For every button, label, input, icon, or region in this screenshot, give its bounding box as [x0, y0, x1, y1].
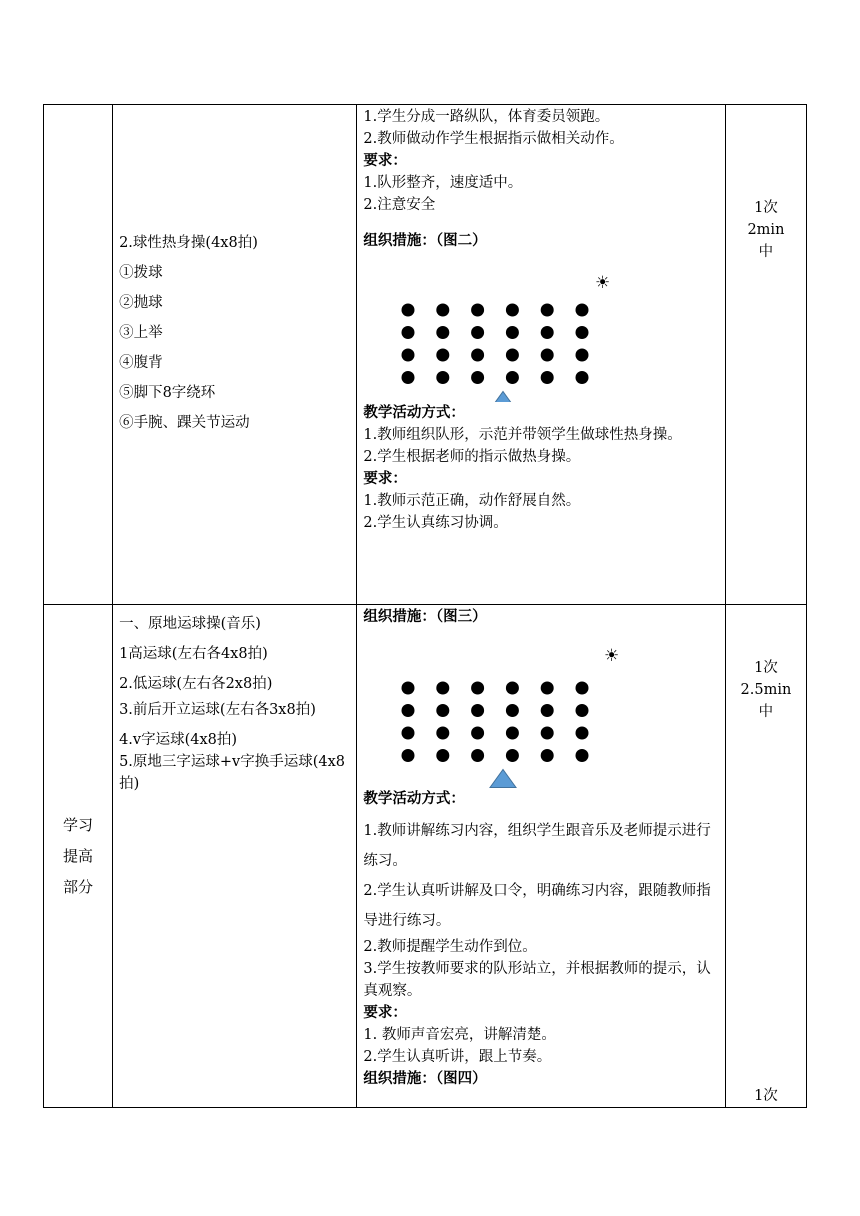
list-item: 4.v字运球(4x8拍): [119, 732, 238, 748]
student-dot: [402, 304, 415, 317]
list-item: 5.原地三字运球+v字换手运球(4x8拍): [119, 754, 346, 792]
formation-diagram: [363, 628, 718, 788]
sun-icon: ☀: [604, 646, 620, 666]
student-dot: [506, 749, 519, 762]
text-line: 1. 教师声音宏亮，讲解清楚。: [363, 1027, 556, 1043]
student-dot: [541, 682, 554, 695]
time-label: 2min: [747, 222, 785, 238]
student-dot: [541, 704, 554, 717]
list-item: ③上举: [119, 325, 163, 341]
content-cell: [113, 105, 357, 605]
student-dot: [471, 727, 484, 740]
list-item: ①拨球: [119, 265, 163, 281]
text-line: 2.教师做动作学生根据指示做相关动作。: [363, 131, 624, 147]
table-row: [44, 105, 807, 605]
student-dot: [506, 371, 519, 384]
count-label: 1次: [754, 200, 778, 216]
student-dot: [437, 349, 450, 362]
method-cell: [357, 105, 725, 605]
formation-diagram: [363, 252, 718, 402]
section-label-line: 学习: [63, 815, 94, 834]
teacher-triangle-icon: [490, 392, 516, 403]
student-dot: [402, 371, 415, 384]
count-label: 1次: [754, 1088, 778, 1104]
student-dot: [402, 727, 415, 740]
list-item: 1高运球(左右各4x8拍): [119, 646, 268, 662]
section-cell: [44, 105, 113, 605]
student-dot: [541, 326, 554, 339]
section-cell: [44, 605, 113, 1108]
sun-icon: ☀: [595, 273, 611, 293]
requirement-label: 要求：: [363, 1004, 407, 1021]
method-cell: [357, 605, 725, 1108]
text-line: 2.教师提醒学生动作到位。: [363, 939, 537, 955]
org-label: 组织措施：（图二）: [363, 232, 487, 249]
student-dot: [506, 682, 519, 695]
text-line: 2.学生根据老师的指示做热身操。: [363, 449, 581, 465]
student-dot: [506, 304, 519, 317]
student-dot: [576, 326, 589, 339]
org-label: 组织措施：（图三）: [363, 608, 487, 625]
student-dot: [437, 371, 450, 384]
text-line: 1.学生分成一路纵队，体育委员领跑。: [363, 109, 610, 125]
student-dot: [402, 704, 415, 717]
list-item: 3.前后开立运球(左右各3x8拍): [119, 702, 316, 718]
section-label-line: 部分: [63, 877, 94, 896]
student-dot: [541, 304, 554, 317]
list-item: ②抛球: [119, 295, 163, 311]
student-dot: [437, 326, 450, 339]
student-dot: [437, 749, 450, 762]
count-label: 1次: [754, 660, 778, 676]
formation-figure: [363, 628, 719, 788]
student-dot: [402, 682, 415, 695]
warmup-heading: 2.球性热身操(4x8拍): [119, 235, 258, 251]
student-dot: [506, 704, 519, 717]
intensity-label: 中: [758, 704, 774, 720]
text-line: 1.教师组织队形，示范并带领学生做球性热身操。: [363, 427, 682, 443]
student-dot: [471, 704, 484, 717]
student-dot: [506, 326, 519, 339]
section-label-line: 提高: [63, 846, 94, 865]
teacher-triangle-icon: [490, 770, 516, 788]
student-dot: [541, 749, 554, 762]
text-line: 1.教师讲解练习内容，组织学生跟音乐及老师提示进行练习。: [363, 823, 711, 869]
student-dot: [541, 371, 554, 384]
org-label: 组织措施：（图四）: [363, 1070, 487, 1087]
student-dot: [437, 304, 450, 317]
student-dot: [576, 304, 589, 317]
requirement-label: 要求：: [363, 470, 407, 487]
student-dot: [576, 704, 589, 717]
list-item: ④腹背: [119, 355, 163, 371]
student-dot: [471, 682, 484, 695]
student-dot: [576, 349, 589, 362]
student-dot: [471, 304, 484, 317]
text-line: 2.注意安全: [363, 197, 436, 213]
student-dot: [471, 749, 484, 762]
table-row: [44, 605, 807, 1108]
time-cell: [725, 105, 806, 605]
text-line: 3.学生按教师要求的队形站立，并根据教师的提示，认真观察。: [363, 961, 711, 999]
student-dot: [506, 727, 519, 740]
text-line: 2.学生认真听讲，跟上节奏。: [363, 1049, 552, 1065]
student-dot: [506, 349, 519, 362]
text-line: 1.队形整齐，速度适中。: [363, 175, 523, 191]
lesson-plan-table: [43, 104, 807, 1108]
time-cell: [725, 605, 806, 1108]
list-item: 一、原地运球操(音乐): [119, 616, 261, 632]
student-dot: [576, 682, 589, 695]
student-dot: [437, 682, 450, 695]
text-line: 2.学生认真练习协调。: [363, 515, 508, 531]
student-dot: [576, 749, 589, 762]
method-label: 教学活动方式：: [363, 404, 465, 421]
student-dot: [541, 727, 554, 740]
content-cell: [113, 605, 357, 1108]
list-item: ⑥手腕、踝关节运动: [119, 415, 250, 431]
method-label: 教学活动方式：: [363, 790, 465, 807]
time-label: 2.5min: [740, 682, 792, 698]
student-dot: [471, 371, 484, 384]
intensity-label: 中: [758, 244, 774, 260]
formation-figure: [363, 252, 719, 402]
student-dot: [402, 326, 415, 339]
student-dot: [471, 326, 484, 339]
student-dot: [402, 749, 415, 762]
list-item: 2.低运球(左右各2x8拍): [119, 676, 273, 692]
student-dot: [576, 727, 589, 740]
student-dot: [471, 349, 484, 362]
student-dot: [576, 371, 589, 384]
student-dot: [402, 349, 415, 362]
text-line: 1.教师示范正确，动作舒展自然。: [363, 493, 581, 509]
requirement-label: 要求：: [363, 152, 407, 169]
student-dot: [541, 349, 554, 362]
student-dot: [437, 704, 450, 717]
text-line: 2.学生认真听讲解及口令，明确练习内容，跟随教师指导进行练习。: [363, 883, 711, 929]
list-item: ⑤脚下8字绕环: [119, 385, 216, 401]
student-dot: [437, 727, 450, 740]
